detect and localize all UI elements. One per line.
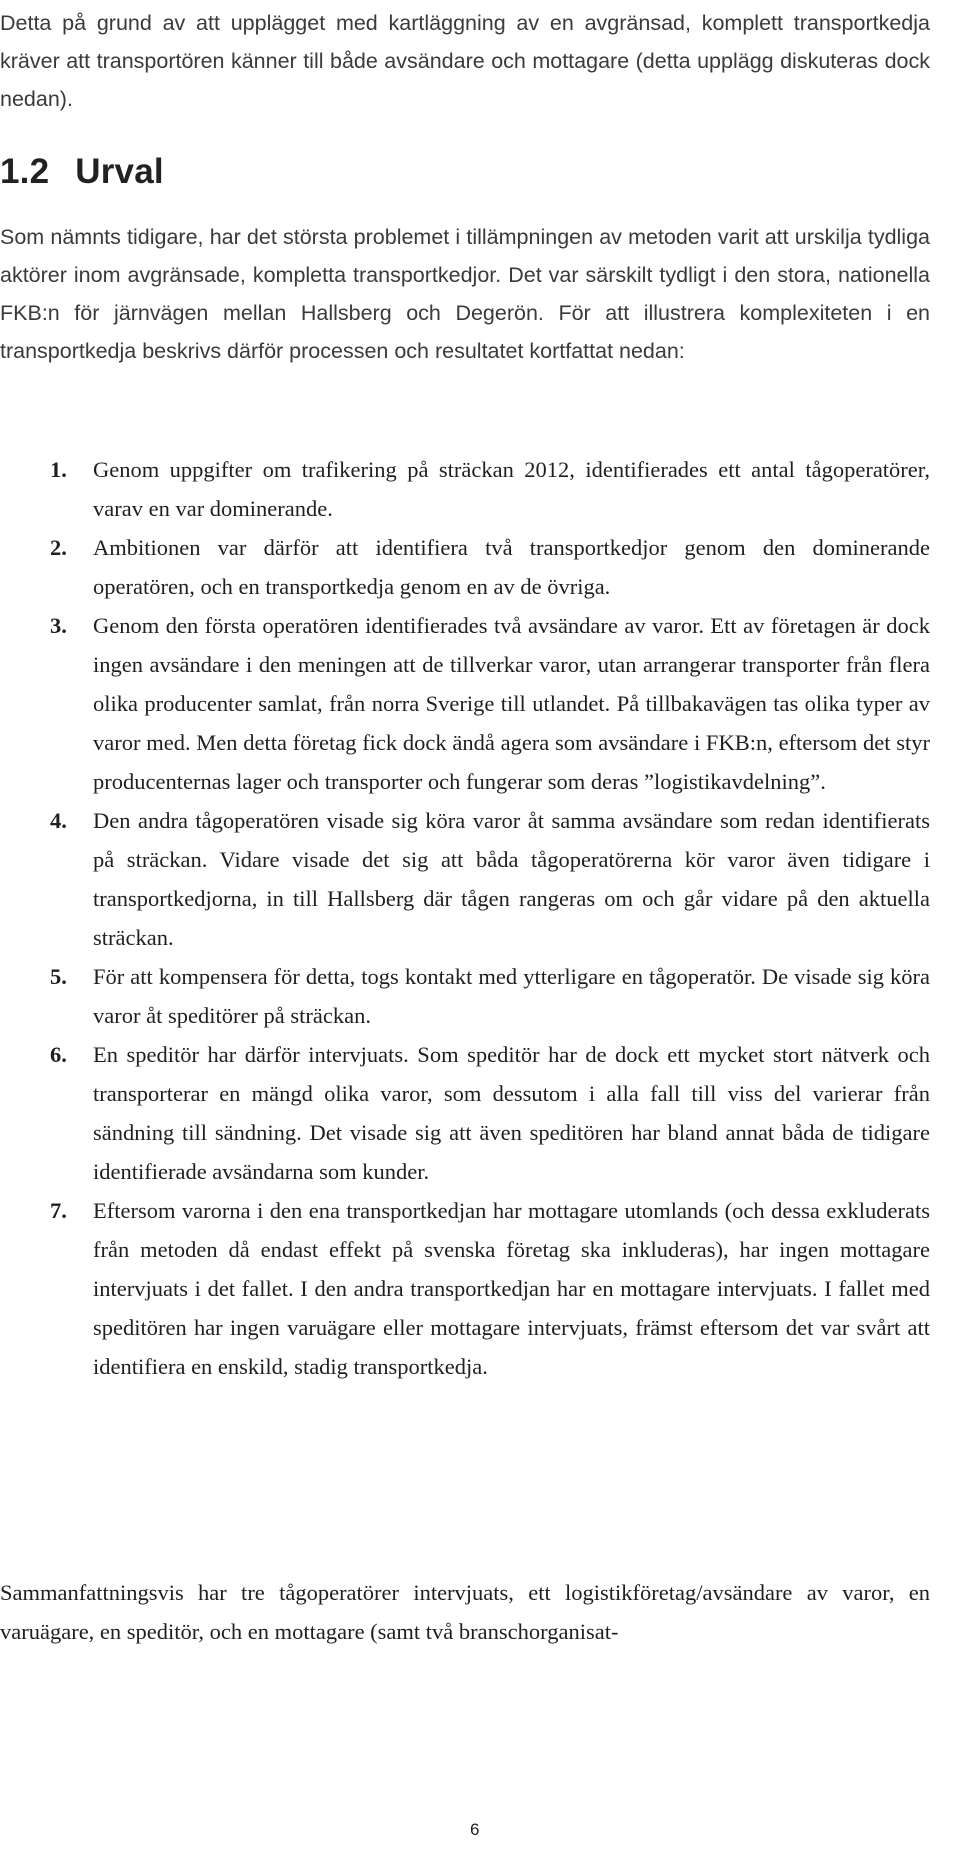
list-item-text: För att kompensera för detta, togs kontakt med ytterligare en tågoperatör. De visade sig köra varor åt speditörer på sträckan. — [93, 964, 930, 1028]
list-marker: 5. — [50, 964, 67, 989]
list-item-text: Eftersom varorna i den ena transportkedjan har mottagare utomlands (och dessa exkluderats från metoden då endast effekt på svenska företag ska inkluderas), har ingen mottagare intervjuats i det fallet. I den andra transportkedjan har en mottagare intervjuats. I fallet med speditören har ingen varuägare eller mottagare intervjuats, främst eftersom det var svårt att identifiera en enskild, stadig transportkedja. — [93, 1198, 930, 1379]
list-item — [0, 957, 930, 1035]
list-item-text: En speditör har därför intervjuats. Som speditör har de dock ett mycket stort nätverk och transporterar en mängd olika varor, som dessutom i alla fall till viss del varierar från sändning till sändning. Det visade sig att även speditören har bland annat båda de tidigare identifierade avsändarna som kunder. — [93, 1042, 930, 1184]
list-marker: 7. — [50, 1198, 67, 1223]
intro-paragraph: Detta på grund av att upplägget med kartläggning av en avgränsad, komplett transportkedja kräver att transportören känner till både avsändare och mottagare (detta upplägg diskuteras dock nedan). — [0, 11, 930, 111]
closing-paragraph: Sammanfattningsvis har tre tågoperatörer intervjuats, ett logistikföretag/avsändare av varor, en varuägare, en speditör, och en mottagare (samt två branschorganisat- — [0, 1580, 930, 1644]
list-marker: 1. — [50, 457, 67, 482]
numbered-list — [0, 450, 930, 1386]
list-marker: 6. — [50, 1042, 67, 1067]
list-item — [0, 1191, 930, 1386]
list-item — [0, 1035, 930, 1191]
list-item-text: Genom uppgifter om trafikering på sträckan 2012, identifierades ett antal tågoperatörer, varav en var dominerande. — [93, 457, 930, 521]
list-item — [0, 450, 930, 528]
list-item — [0, 801, 930, 957]
list-item-text: Genom den första operatören identifierades två avsändare av varor. Ett av företagen är dock ingen avsändare i den meningen att de tillverkar varor, utan arrangerar transporter från flera olika producenter samlat, från norra Sverige till utlandet. På tillbakavägen tas olika typer av varor med. Men detta företag fick dock ändå agera som avsändare i FKB:n, eftersom det styr producenternas lager och transporter och fungerar som deras ”logistikavdelning”. — [93, 613, 930, 794]
list-marker: 2. — [50, 535, 67, 560]
section-heading — [0, 150, 164, 194]
list-item — [0, 528, 930, 606]
list-marker: 3. — [50, 613, 67, 638]
list-item-text: Den andra tågoperatören visade sig köra varor åt samma avsändare som redan identifierats på sträckan. Vidare visade det sig att båda tågoperatörerna kör varor även tidigare i transportkedjorna, in till Hallsberg där tågen rangeras om och går vidare på den aktuella sträckan. — [93, 808, 930, 950]
section-number: 1.2 — [0, 152, 50, 191]
body-paragraph: Som nämnts tidigare, har det största problemet i tillämpningen av metoden varit att urskilja tydliga aktörer inom avgränsade, kompletta transportkedjor. Det var särskilt tydligt i den stora, nationella FKB:n för järnvägen mellan Hallsberg och Degerön. För att illustrera komplexiteten i en transportkedja beskrivs därför processen och resultatet kortfattat nedan: — [0, 225, 930, 363]
list-item-text: Ambitionen var därför att identifiera två transportkedjor genom den dominerande operatören, och en transportkedja genom en av de övriga. — [93, 535, 930, 599]
page-number: 6 — [470, 1820, 480, 1839]
list-marker: 4. — [50, 808, 67, 833]
section-title: Urval — [75, 152, 164, 191]
list-item — [0, 606, 930, 801]
